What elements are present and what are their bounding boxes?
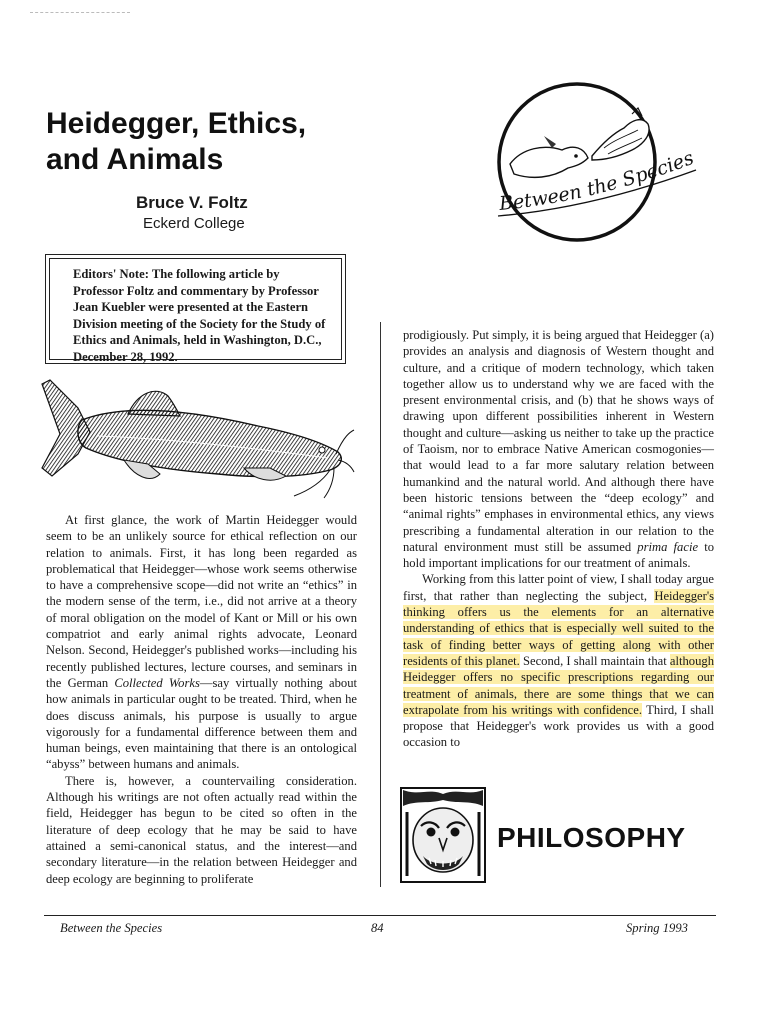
emphasis-text: Collected Works (114, 675, 200, 690)
paragraph-text: Second, I shall maintain that (519, 653, 670, 668)
paragraph (403, 571, 714, 750)
section-label: PHILOSOPHY (497, 822, 686, 853)
footer-issue: Spring 1993 (626, 921, 688, 935)
emphasis-text: prima facie (637, 539, 699, 554)
paragraph: There is, however, a countervailing consideration. Although his writings are not often actually read within the field, Heidegger has begun to be cited so often in the literature of deep ecology that he may be said to have attained a semi-canonical status, and the interest—and secondary literature—in the relation between Heidegger and deep ecology are beginning to proliferate (46, 773, 357, 886)
paragraph-text: prodigiously. Put simply, it is being argued that Heidegger (a) provides an analysis and diagnosis of Western thought and culture, and a critique of modern technology, which taken together allow us to understand why we are faced with the present environmental crisis, and (b) that he shows ways of drawing upon different possibilities inherent in Western thought and culture—asking us neither to take up the practice of Taoism, nor to embrace Native American cosmogonies—that would lead to a far more salutary relation between humankind and the natural world. And although there have been historic tensions between the “deep ecology” and “animal rights” emphases in environmental ethics, any views prescribing a fundamental alteration in our relation to the natural environment must still be assumed (403, 328, 714, 554)
logo-text: Between the Species (498, 146, 697, 216)
footer-journal: Between the Species (60, 921, 163, 935)
author-name: Bruce V. Foltz (136, 193, 248, 212)
between-the-species-logo (492, 78, 702, 258)
column-divider (380, 322, 381, 887)
paragraph-text: —say virtually nothing about how animals in particular ought to be treated. Third, when he does discuss animals, his purpose is usually to argue vigorously for a fundamental difference between them and human beings, even maintaining that there is an ontological “abyss” between humans and animals. (46, 675, 357, 772)
highlighted-text: Heidegger's thinking offers us the elements for an alternative understanding of ethics that is especially well suited to the task of finding better ways of getting along with other residents of this planet. (403, 588, 714, 668)
author-affiliation: Eckerd College (143, 215, 245, 232)
gargoyle-icon (399, 786, 487, 884)
scan-artifact (30, 12, 130, 15)
paragraph-text: Working from this latter point of view, I shall today argue first, that rather than neglecting the subject, (403, 572, 714, 603)
paragraph-text: At first glance, the work of Martin Heidegger would seem to be an unlikely source for ethical reflection on our relation to animals. First, it has long been regarded as problematical that Heidegger—whose work seems otherwise to have a comprehensive scope—did not write an “ethics” in the modern sense of the term, i.e., did not arrive at a theory of moral obligation on the model of Kant or Mill or his own compatriot and early animal rights advocate, Leonard Nelson. Second, Heidegger's published works—including his recently published lectures, lecture courses, and seminars in the German (46, 513, 357, 690)
title-line-2: and Animals (46, 143, 224, 176)
paragraph (46, 512, 357, 773)
paragraph-text: to hold important implications for our treatment of animals. (403, 539, 714, 571)
fish-illustration (38, 376, 356, 500)
left-column (46, 512, 357, 887)
paragraph-text: Third, I shall propose that Heidegger's work provides us with a good occasion to (403, 702, 714, 750)
highlighted-text: although Heidegger offers no specific prescriptions regarding our treatment of animals, there are some things that we can extrapolate from his writings with confidence. (403, 653, 714, 717)
footer-rule (44, 915, 716, 916)
editors-note-text: Editors' Note: The following article by Professor Foltz and commentary by Professor Jean Kuebler were presented at the Eastern Division meeting of the Society for the Study of Ethics and Animals, held in Washington, D.C., December 28, 1992. (49, 258, 342, 360)
page-number: 84 (371, 921, 384, 935)
article-title (46, 106, 306, 178)
title-line-1: Heidegger, Ethics, (46, 107, 307, 140)
editors-note-box (45, 254, 346, 364)
right-column (403, 327, 714, 751)
paragraph (403, 327, 714, 571)
